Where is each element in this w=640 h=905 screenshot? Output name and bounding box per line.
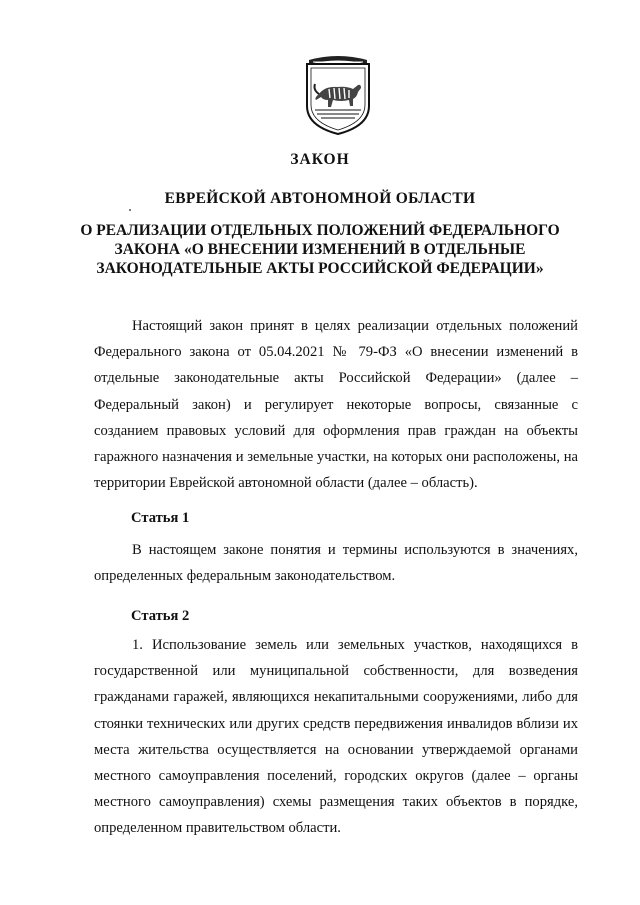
law-title-line: ЗАКОНОДАТЕЛЬНЫЕ АКТЫ РОССИЙСКОЙ ФЕДЕРАЦИИ» (96, 260, 544, 277)
article-1-text: В настоящем законе понятия и термины используются в значениях, определенных федеральным законодательством. (94, 542, 578, 585)
article-1-heading: Статья 1 (131, 510, 190, 526)
law-title (60, 221, 580, 278)
law-label: ЗАКОН (290, 151, 350, 168)
coat-of-arms-tiger-icon (303, 50, 373, 136)
scan-speck (129, 209, 131, 211)
law-title-line: ЗАКОНА «О ВНЕСЕНИИ ИЗМЕНЕНИЙ В ОТДЕЛЬНЫЕ (114, 241, 526, 258)
article-2-heading: Статья 2 (131, 608, 190, 624)
intro-paragraph (94, 313, 578, 496)
intro-text: Настоящий закон принят в целях реализации отдельных положений Федерального закона от 05.04.2021 № 79-ФЗ «О внесении изменений в отдельные законодательные акты Российской Федерации» (далее – Федеральный закон) и регулирует некоторые вопросы, связанные с созданием правовых условий для оформления прав граждан на объекты гаражного назначения и земельные участки, на которых они расположены, на территории Еврейской автономной области (далее – область). (94, 318, 578, 492)
article-2-text: 1. Использование земель или земельных участков, находящихся в государственной или муниципальной собственности, для возведения гражданами гаражей, являющихся некапитальными сооружениями, либо для стоянки технических или других средств передвижения инвалидов вблизи их места жительства осуществляется на основании утверждаемой органами местного самоуправления поселений, городских округов (далее – органы местного самоуправления) схемы размещения таких объектов в порядке, определенном правительством области. (94, 637, 578, 837)
article-2-body (94, 632, 578, 842)
region-heading: ЕВРЕЙСКОЙ АВТОНОМНОЙ ОБЛАСТИ (164, 190, 476, 207)
law-title-line: О РЕАЛИЗАЦИИ ОТДЕЛЬНЫХ ПОЛОЖЕНИЙ ФЕДЕРАЛЬНОГО (80, 222, 560, 239)
article-1-body (94, 537, 578, 589)
